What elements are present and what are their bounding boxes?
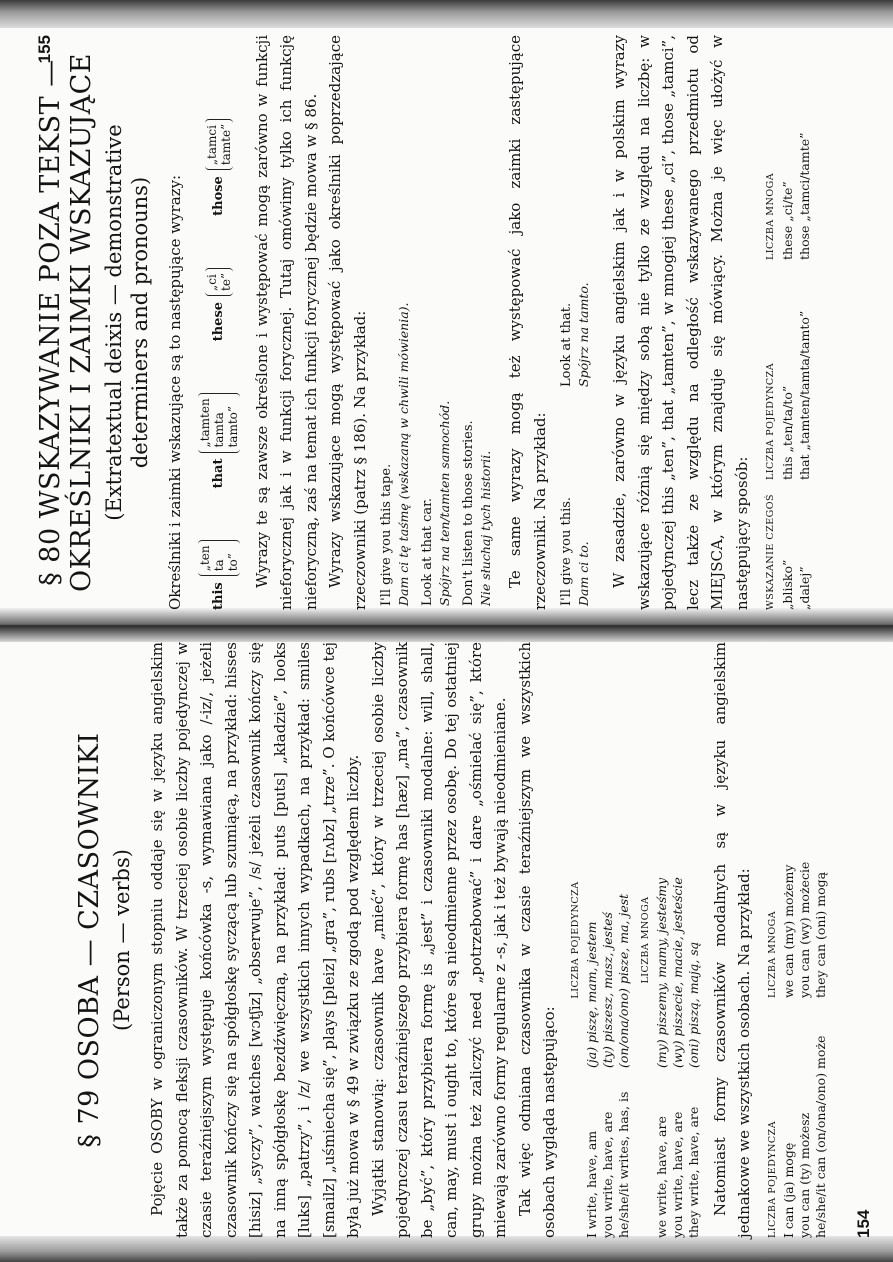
- right-page-content: [35, 35, 857, 610]
- intro-text: Określniki i zaimki wskazujące są to następujące wyrazy:: [166, 174, 184, 610]
- example-3: Don't listen to those stories. Nie słuchaj tych historii.: [461, 420, 493, 606]
- paragraph-3: Te same wyrazy mogą też występować jako zaimki zastępujące rzeczowniki. Na przykład:: [506, 35, 549, 610]
- section-80-title: § 80 WSKAZYWANIE POZA TEKST — OKREŚLNIKI I ZAIMKI WSKAZUJĄCE: [35, 52, 97, 593]
- section-79-title: § 79 OSOBA — CZASOWNIKI: [74, 732, 105, 1148]
- examples-determiners: [378, 35, 495, 606]
- paragraph-4: W zasadzie, zarówno w języku angielskim jak i w polskim wyrazy wskazujące różnią się między sobą nie tylko ze względu na liczbę: w pojedynczej this „ten”, that „tamten”, w mnogiej these „ci”, those „tamci”, lecz także ze względu na odległość wskazywanego przedmiotu od MIEJSCA, w którym znajduje się mówiący. Można je więc ułożyć w następujący sposób:: [610, 35, 751, 610]
- example-5: Look at that. Spójrz na tamto.: [559, 282, 591, 387]
- modal-verbs-table: LICZBA POJEDYNCZA LICZBA MNOGA I can (ja) mogę we can (my) możemy you can (ty) możesz you can (wy) możecie he/she/it can (on/ona/ono) może they can (oni) mogą: [766, 861, 828, 1238]
- left-paragraph-2: Wyjątki stanowią: czasownik have „mieć”, który w trzeciej osobie liczby pojedynczej czasu teraźniejszego przybiera formę has [hæz] „ma”, czasownik be „być”, który przybiera formę is „jest” i czasowniki modalne: will, shall, can, may, must i ought to, które są nieodmienne przez osobę. Do tej ostatniej grupy można też zaliczyć need „potrzebować” i dare „ośmielać się”, które miewają zarówno formy regularne z -s, jak i też bywają nieodmieniane.: [368, 642, 509, 1238]
- demonstratives-list: this „ten ta to” that „tamten tamta tamto” these „ci te” those „tamci tamte”: [198, 35, 240, 610]
- section-79-subtitle: (Person — verbs): [110, 849, 134, 1031]
- conjugation-plural: LICZBA MNOGA we write, have, are (my) piszemy, mamy, jesteśmy you write, have, are (wy) piszecie, macie, jesteście they write, have, are (oni) piszą, mają, są: [639, 877, 701, 1238]
- section-80-subtitle: (Extratextual deixis — demonstrative determiners and pronouns): [102, 124, 152, 521]
- left-paragraph-4: Natomiast formy czasowników modalnych są w języku angielskim jednakowe we wszystkich osobach. Na przykład:: [710, 642, 753, 1238]
- left-paragraph-3: Tak więc odmiana czasownika w czasie teraźniejszym we wszystkich osobach wygląda następująco:: [515, 642, 558, 1238]
- page-number-154: 154: [854, 1209, 873, 1238]
- book-gutter: [0, 608, 893, 642]
- example-4: I'll give you this. Dam ci to.: [559, 496, 591, 606]
- paragraph-1: Wyrazy te są zawsze określone i występować mogą zarówno w funkcji nieforycznej jak i w funkcji forycznej. Tutaj omówimy tylko ich funkcję nieforyczną, zaś na temat ich funkcji forycznej będzie mowa w § 86.: [252, 35, 320, 610]
- distance-table: WSKAZANIE CZEGOŚ LICZBA POJEDYNCZA LICZBA MNOGA „blisko” this „ten/ta/to” these „ci/te” „dalej” that „tamten/tamta/tamto” those „tamci/tamte”: [765, 132, 812, 610]
- example-1: I'll give you this tape. Dam ci tę taśmę (wskazaną w chwili mówienia).: [379, 302, 411, 606]
- page-number-155: 155: [35, 35, 54, 64]
- left-page-content: [70, 642, 873, 1238]
- scan-edge-top: [0, 0, 893, 30]
- paragraph-2: Wyrazy wskazujące mogą występować jako określniki poprzedzające rzeczowniki (patrz § 186). Na przykład:: [326, 35, 369, 610]
- scan-edge-bottom: [0, 1236, 893, 1262]
- conjugation-singular: LICZBA POJEDYNCZA I write, have, am (ja) piszę, mam, jestem you write, have, are (ty) piszesz, masz, jesteś he/she/it writes, has, is (on/ona/ono) pisze, ma, jest: [569, 881, 631, 1238]
- left-paragraph-1: Pojęcie OSOBY w ograniczonym stopniu oddaje się w języku angielskim także za pomocą fleksji czasowników. W trzeciej osobie liczby pojedynczej w czasie teraźniejszym występuje końcówka -s, wymawiana jako /-iz/, jeżeli czasownik kończy się na spółgłoskę syczącą lub szumiącą, na przykład: hisses [hisiz] „syczy”, watches [wɔtʃiz] „obserwuje”, /s/ jeżeli czasownik kończy się na inną spółgłoskę bezdźwięczną, na przykład: puts [puts] „kładzie”, looks [luks] „patrzy”, i /z/ we wszystkich innych wypadkach, na przykład: smiles [smailz] „uśmiecha się”, plays [pleiz] „gra”, rubs [rʌbz] „trze”. O końcówce tej była już mowa w § 49 w związku ze zgodą pod względem liczby.: [148, 642, 362, 1238]
- example-2: Look at that car. Spójrz na ten/tamten samochód.: [420, 400, 452, 606]
- examples-pronouns: [558, 35, 599, 606]
